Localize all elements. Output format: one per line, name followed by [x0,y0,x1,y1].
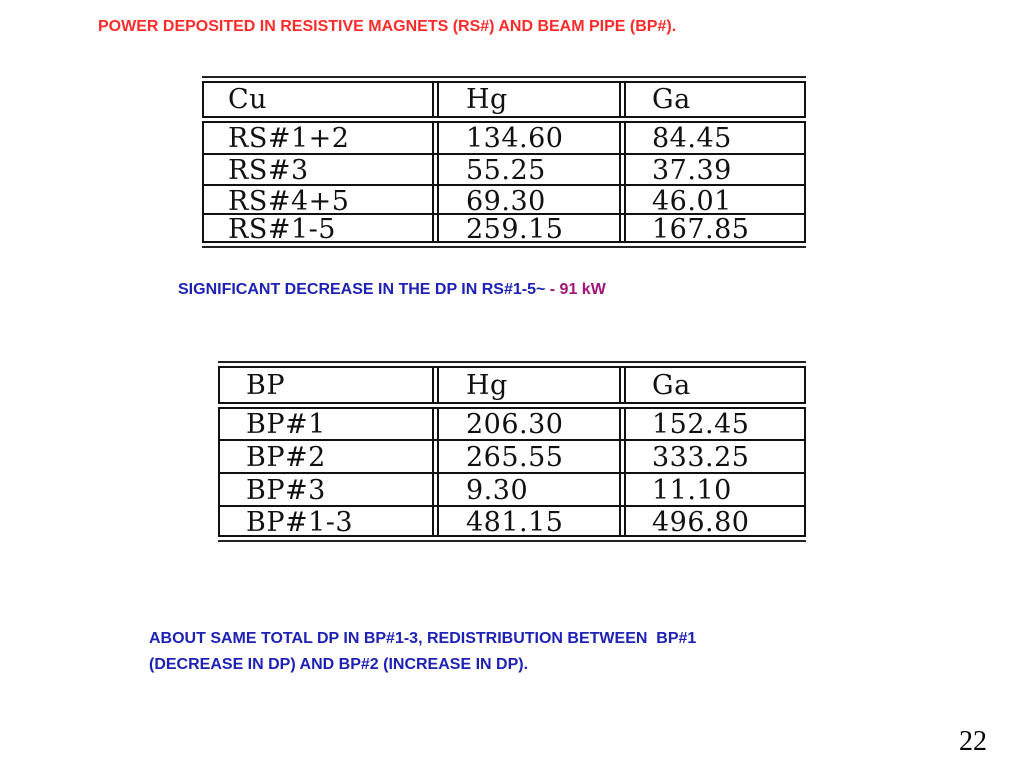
table-row [220,505,804,537]
header-cell-material: BP [246,369,286,401]
table-body [202,121,806,243]
table-row [204,123,804,153]
table-row [204,213,804,243]
row-label: BP#3 [246,474,326,506]
bp-power-table [218,361,806,542]
rs-decrease-note [178,281,606,299]
row-label: BP#2 [246,441,326,473]
hg-value: 134.60 [466,122,564,154]
table-row [220,409,804,439]
table-row [204,153,804,185]
table-row [204,184,804,216]
ga-value: 333.25 [652,441,750,473]
page-number: 22 [959,726,987,757]
ga-value: 496.80 [652,506,750,538]
ga-value: 152.45 [652,408,750,440]
table-bottom-rule [202,246,806,248]
hg-value: 55.25 [466,154,546,186]
hg-value: 9.30 [466,474,529,506]
slide-title: POWER DEPOSITED IN RESISTIVE MAGNETS (RS#) AND BEAM PIPE (BP#). [98,18,677,35]
header-cell-hg: Hg [466,369,508,401]
table-row [220,472,804,506]
row-label: RS#1-5 [228,213,336,245]
hg-value: 259.15 [466,213,564,245]
hg-value: 265.55 [466,441,564,473]
ga-value: 84.45 [652,122,732,154]
row-label: BP#1 [246,408,326,440]
table-header-row [202,81,806,118]
table-bottom-rule [218,540,806,542]
row-label: BP#1-3 [246,506,354,538]
header-cell-ga: Ga [652,369,691,401]
note-text: SIGNIFICANT DECREASE IN THE DP IN RS#1-5~ [178,281,550,298]
table-body [218,407,806,537]
header-cell-ga: Ga [652,84,691,115]
row-label: RS#1+2 [228,122,350,154]
note-highlight-value: - 91 kW [549,281,606,298]
note-line-2: (DECREASE IN DP) AND BP#2 (INCREASE IN DP). [149,656,529,673]
header-cell-material: Cu [228,84,268,115]
table-top-rule [202,76,806,78]
ga-value: 167.85 [652,213,750,245]
ga-value: 11.10 [652,474,732,506]
bp-redistribution-note [149,626,696,678]
rs-power-table [202,76,806,248]
ga-value: 46.01 [652,185,732,217]
table-header-row [218,366,806,404]
table-top-rule [218,361,806,363]
row-label: RS#4+5 [228,185,350,217]
row-label: RS#3 [228,154,309,186]
hg-value: 69.30 [466,185,546,217]
table-row [220,439,804,473]
ga-value: 37.39 [652,154,732,186]
hg-value: 206.30 [466,408,564,440]
hg-value: 481.15 [466,506,564,538]
note-line-1: ABOUT SAME TOTAL DP IN BP#1-3, REDISTRIBUTION BETWEEN BP#1 [149,630,697,647]
header-cell-hg: Hg [466,84,508,115]
